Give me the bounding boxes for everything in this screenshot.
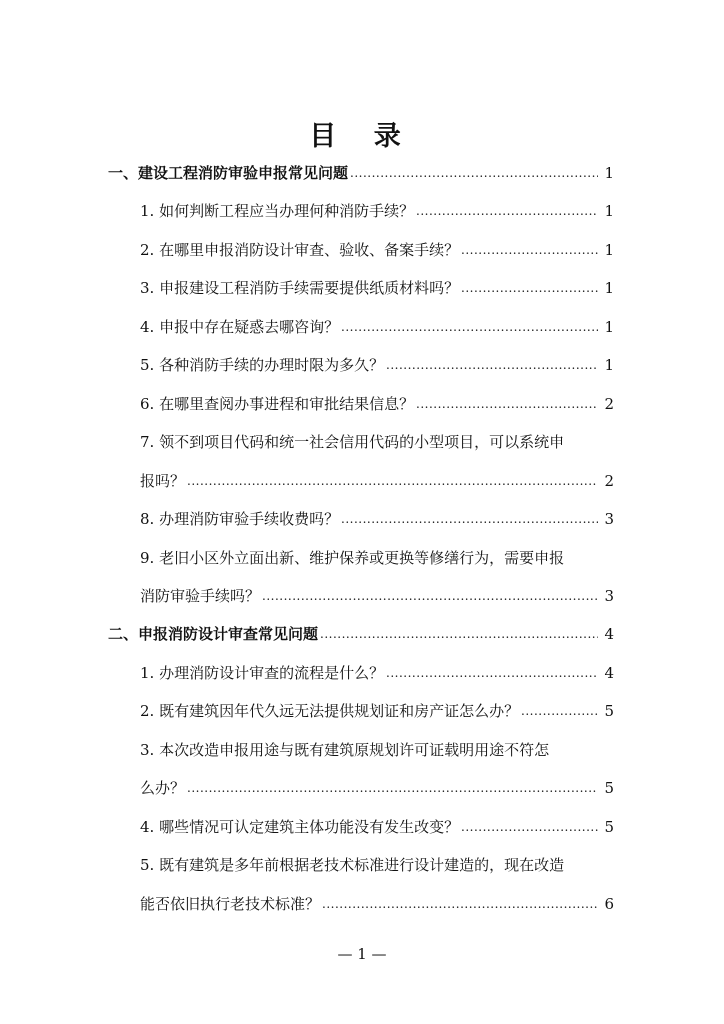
toc-page-number: 3	[604, 510, 614, 529]
toc-item-1-1[interactable]	[0, 196, 724, 226]
toc-page-number: 4	[604, 663, 614, 682]
toc-page-number: 1	[604, 279, 614, 298]
page-number-footer: — 1 —	[337, 945, 387, 963]
toc-item-text: 3. 本次改造申报用途与既有建筑原规划许可证载明用途不符怎	[140, 740, 550, 759]
toc-item-text: 3. 申报建设工程消防手续需要提供纸质材料吗？	[140, 279, 460, 298]
toc-leader-dots	[341, 312, 598, 342]
toc-item-text: 2. 在哪里申报消防设计审查、验收、备案手续？	[140, 240, 460, 259]
toc-page-number: 5	[604, 779, 614, 798]
toc-page-number: 5	[604, 702, 614, 721]
toc-item-1-7-line-2[interactable]	[0, 466, 724, 496]
toc-page-number: 1	[604, 356, 614, 375]
toc-item-2-3-line-1[interactable]	[0, 735, 724, 765]
toc-page-number: 1	[604, 164, 614, 182]
toc-leader-dots	[461, 273, 598, 303]
toc-page-number: 2	[604, 394, 614, 413]
toc-item-text: 4. 申报中存在疑惑去哪咨询？	[140, 317, 340, 336]
toc-item-text: 5. 各种消防手续的办理时限为多久？	[140, 356, 385, 375]
toc-leader-dots	[341, 504, 598, 534]
toc-section-2[interactable]	[0, 619, 724, 649]
toc-item-2-3-line-2[interactable]	[0, 773, 724, 803]
toc-leader-dots	[416, 196, 598, 226]
toc-item-2-5-line-2[interactable]	[0, 889, 724, 919]
toc-item-text: 9. 老旧小区外立面出新、维护保养或更换等修缮行为，需要申报	[140, 548, 565, 567]
toc-item-text: 报吗？	[140, 471, 186, 490]
toc-section-heading: 一、建设工程消防审验申报常见问题	[108, 164, 349, 182]
toc-page-number: 4	[604, 625, 614, 644]
toc-item-text: 7. 领不到项目代码和统一社会信用代码的小型项目，可以系统申	[140, 433, 565, 452]
toc-title: 目 录	[309, 121, 415, 152]
toc-page-number: 1	[604, 202, 614, 221]
toc-item-text: 2. 既有建筑因年代久远无法提供规划证和房产证怎么办？	[140, 702, 520, 721]
toc-item-2-5-line-1[interactable]	[0, 850, 724, 880]
toc-item-1-4[interactable]	[0, 312, 724, 342]
toc-leader-dots	[350, 158, 598, 188]
toc-leader-dots	[386, 350, 598, 380]
toc-page-number: 6	[604, 894, 614, 913]
toc-item-text: 8. 办理消防审验手续收费吗？	[140, 510, 340, 529]
toc-item-1-9-line-1[interactable]	[0, 543, 724, 573]
toc-item-1-7-line-1[interactable]	[0, 427, 724, 457]
toc-leader-dots	[322, 889, 598, 919]
toc-leader-dots	[461, 812, 598, 842]
toc-page-number: 5	[604, 817, 614, 836]
toc-page-number: 3	[604, 587, 614, 605]
toc-item-text: 能否依旧执行老技术标准？	[140, 894, 321, 913]
toc-item-text: 消防审验手续吗？	[140, 587, 261, 605]
toc-item-1-3[interactable]	[0, 273, 724, 303]
toc-item-text: 5. 既有建筑是多年前根据老技术标准进行设计建造的，现在改造	[140, 856, 565, 875]
toc-item-2-1[interactable]	[0, 658, 724, 688]
toc-item-text: 1. 如何判断工程应当办理何种消防手续？	[140, 202, 415, 221]
toc-item-1-5[interactable]	[0, 350, 724, 380]
toc-leader-dots	[187, 773, 598, 803]
toc-item-2-4[interactable]	[0, 812, 724, 842]
toc-leader-dots	[521, 696, 598, 726]
toc-item-1-6[interactable]	[0, 389, 724, 419]
toc-leader-dots	[320, 619, 598, 649]
toc-item-2-2[interactable]	[0, 696, 724, 726]
toc-item-text: 么办？	[140, 779, 186, 798]
toc-page-number: 2	[604, 471, 614, 490]
toc-leader-dots	[386, 658, 598, 688]
toc-leader-dots	[416, 389, 598, 419]
toc-section-heading: 二、申报消防设计审查常见问题	[108, 625, 319, 644]
toc-leader-dots	[461, 235, 598, 265]
toc-section-1[interactable]	[0, 158, 724, 188]
toc-leader-dots	[187, 466, 598, 496]
toc-leader-dots	[262, 581, 598, 611]
toc-page-number: 1	[604, 317, 614, 336]
toc-item-text: 6. 在哪里查阅办事进程和审批结果信息？	[140, 394, 415, 413]
toc-item-text: 1. 办理消防设计审查的流程是什么？	[140, 663, 385, 682]
toc-item-1-2[interactable]	[0, 235, 724, 265]
toc-item-1-9-line-2[interactable]	[0, 581, 724, 611]
toc-item-text: 4. 哪些情况可认定建筑主体功能没有发生改变？	[140, 817, 460, 836]
toc-item-1-8[interactable]	[0, 504, 724, 534]
toc-page-number: 1	[604, 240, 614, 259]
